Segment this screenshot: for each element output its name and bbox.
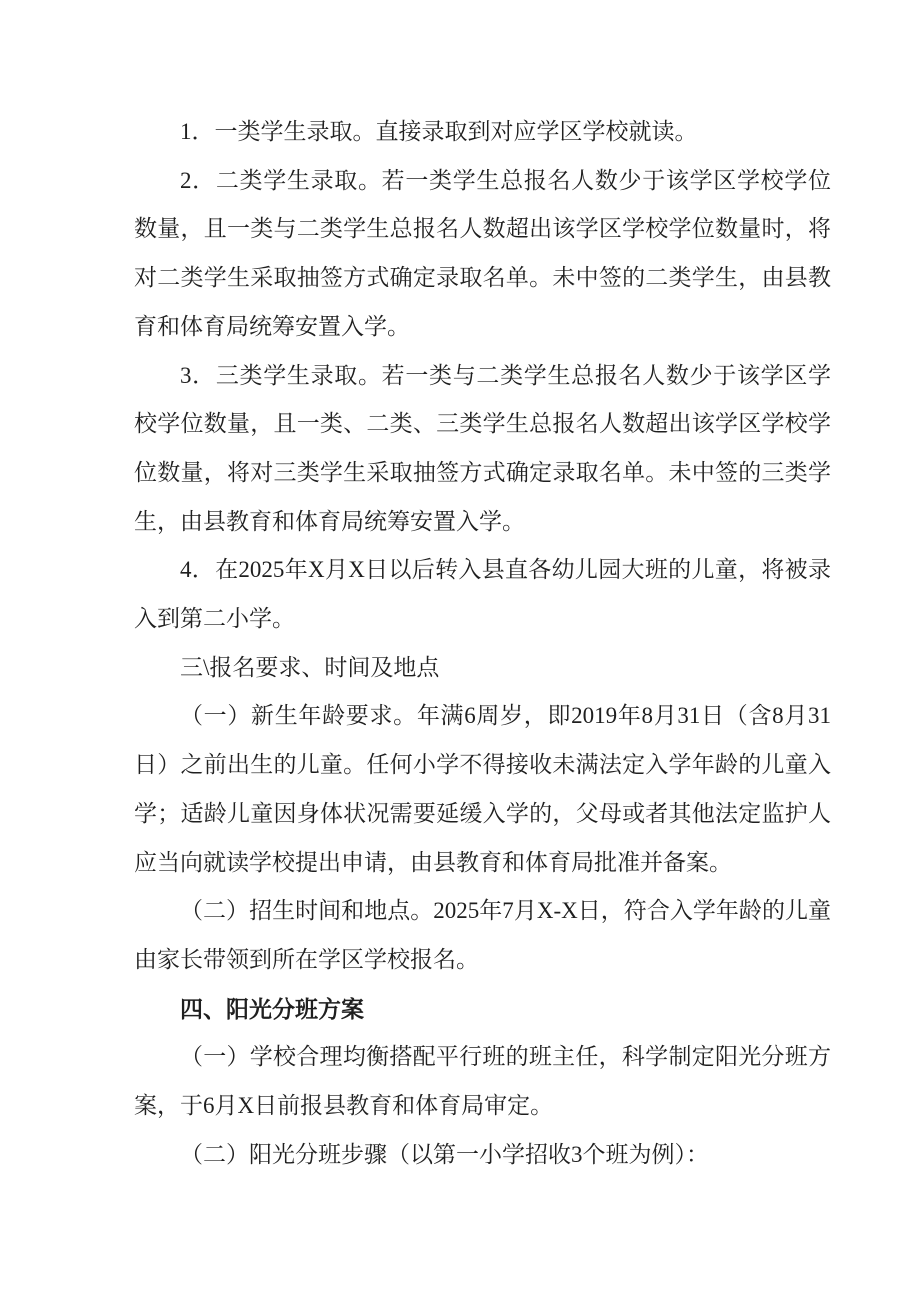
document-body (134, 108, 831, 1179)
paragraph-class-assignment-steps: （二）阳光分班步骤（以第一小学招收3个班为例）： (180, 1141, 709, 1167)
paragraph-enrollment-time-location: （二）招生时间和地点。2025年7月X-X日，符合入学年龄的儿童由家长带领到所在学区学校报名。 (134, 898, 831, 972)
paragraph-transfer-children: 4．在2025年X月X日以后转入县直各幼儿园大班的儿童，将被录入到第二小学。 (134, 557, 831, 632)
section-heading-class-assignment-plan: 四、阳光分班方案 (180, 995, 364, 1022)
paragraph-class-assignment-plan: （一）学校合理均衡搭配平行班的班主任，科学制定阳光分班方案，于6月X日前报县教育和体育局审定。 (134, 1044, 831, 1119)
section-heading-registration-requirements: 三\报名要求、时间及地点 (180, 654, 440, 680)
paragraph-category2-admission: 2．二类学生录取。若一类学生总报名人数少于该学区学校学位数量，且一类与二类学生总报名人数超出该学区学校学位数量时，将对二类学生采取抽签方式确定录取名单。未中签的二类学生，由县教育和体育局统筹安置入学。 (134, 167, 831, 339)
paragraph-age-requirement: （一）新生年龄要求。年满6周岁，即2019年8月31日（含8月31日）之前出生的儿童。任何小学不得接收未满法定入学年龄的儿童入学；适龄儿童因身体状况需要延缓入学的，父母或者其他法定监护人应当向就读学校提出申请，由县教育和体育局批准并备案。 (134, 703, 831, 875)
paragraph-category1-admission: 1．一类学生录取。直接录取到对应学区学校就读。 (180, 119, 698, 144)
paragraph-category3-admission: 3．三类学生录取。若一类与二类学生总报名人数少于该学区学校学位数量，且一类、二类、三类学生总报名人数超出该学区学校学位数量，将对三类学生采取抽签方式确定录取名单。未中签的三类学生，由县教育和体育局统筹安置入学。 (134, 362, 831, 534)
